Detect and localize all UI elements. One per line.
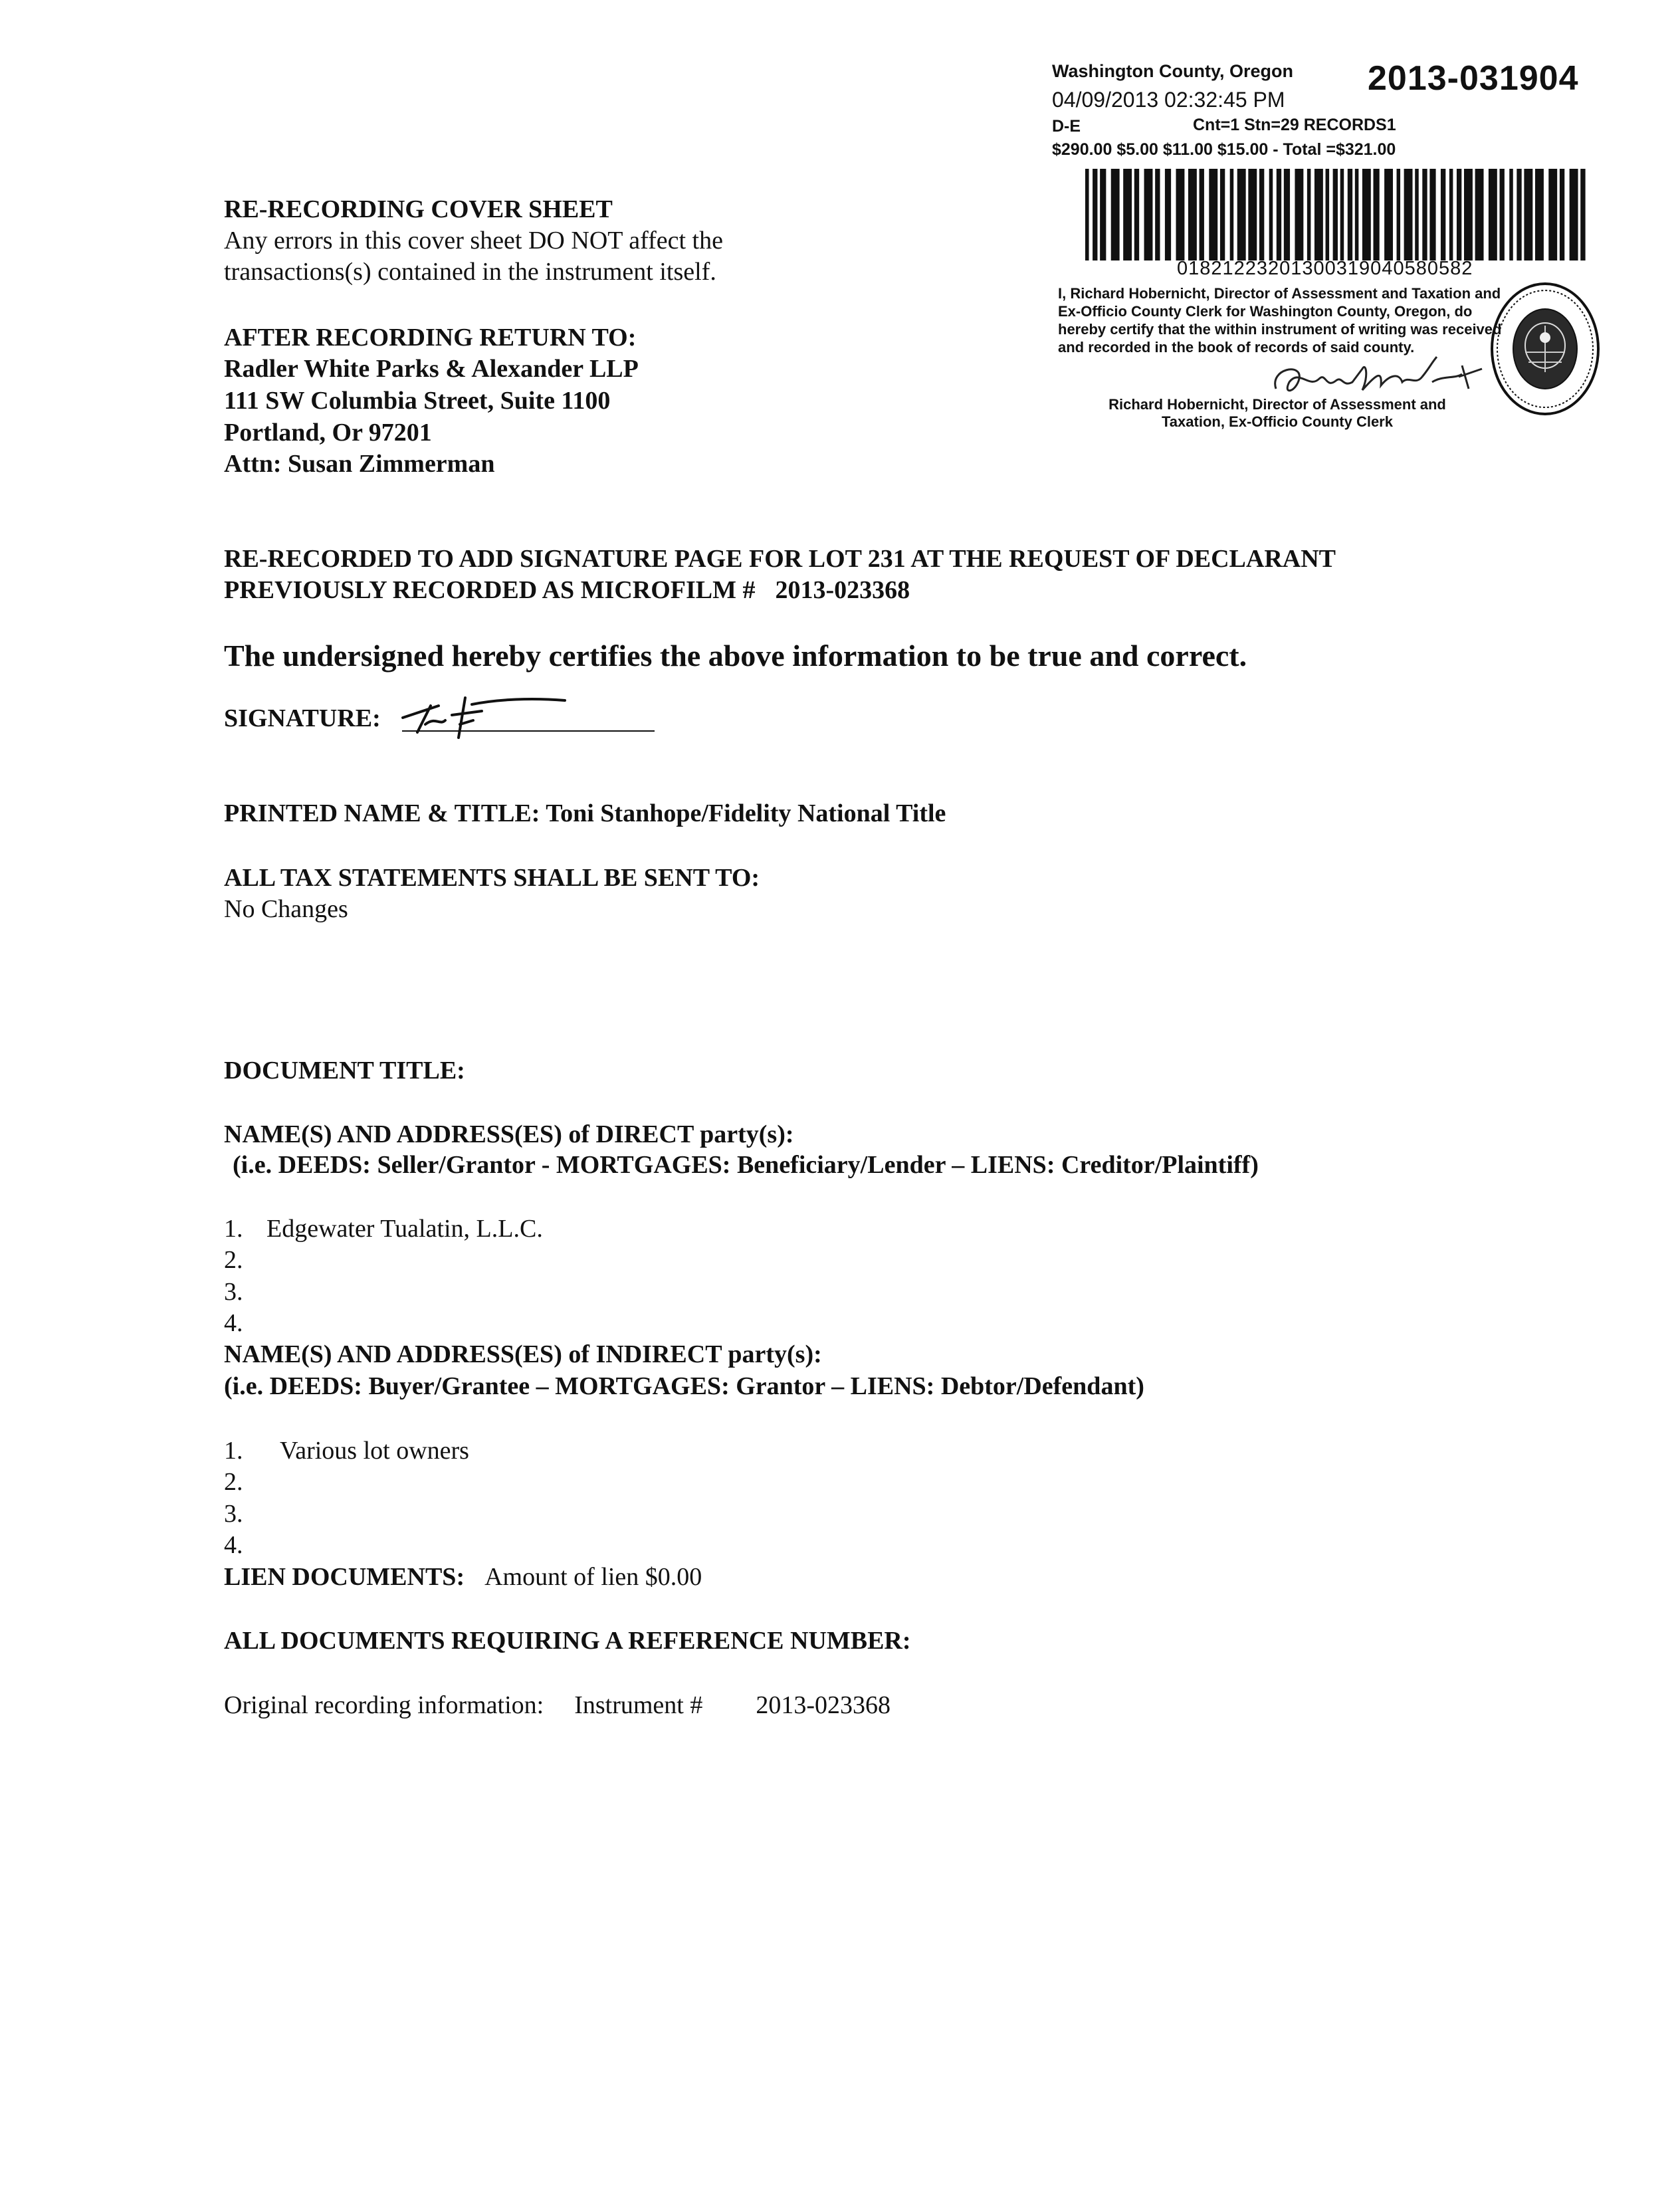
rerecorded-line1: RE-RECORDED TO ADD SIGNATURE PAGE FOR LOT 231 AT THE REQUEST OF DECLARANT	[224, 545, 1336, 573]
recording-counts: Cnt=1 Stn=29 RECORDS1	[1193, 116, 1396, 134]
tax-statements-value: No Changes	[224, 895, 348, 923]
printed-name-label: PRINTED NAME & TITLE:	[224, 799, 540, 827]
return-to-line1: Radler White Parks & Alexander LLP	[224, 355, 639, 383]
barcode	[1085, 169, 1590, 261]
direct-party-number: 1.	[224, 1215, 243, 1243]
direct-parties-note: (i.e. DEEDS: Seller/Grantor - MORTGAGES: Beneficiary/Lender – LIENS: Creditor/Plaintiff)	[233, 1151, 1259, 1179]
indirect-parties-heading: NAME(S) AND ADDRESS(ES) of INDIRECT party(s):	[224, 1340, 822, 1368]
rerecorded-number: 2013-023368	[775, 576, 910, 604]
indirect-party-number: 2.	[224, 1468, 243, 1496]
direct-party-item	[224, 1308, 266, 1338]
lien-label: LIEN DOCUMENTS:	[224, 1563, 465, 1591]
cover-heading: RE-RECORDING COVER SHEET	[224, 195, 613, 223]
indirect-party-name: Various lot owners	[280, 1437, 469, 1465]
cover-disclaimer-line1: Any errors in this cover sheet DO NOT affect the	[224, 227, 723, 255]
direct-party-item	[224, 1277, 266, 1307]
direct-party-name: Edgewater Tualatin, L.L.C.	[266, 1215, 543, 1243]
return-to-heading: AFTER RECORDING RETURN TO:	[224, 324, 637, 352]
clerk-name-title	[1078, 396, 1477, 431]
reference-instrument-number: 2013-023368	[756, 1691, 891, 1719]
indirect-party-item	[224, 1530, 266, 1560]
tax-statements-heading: ALL TAX STATEMENTS SHALL BE SENT TO:	[224, 864, 760, 892]
recording-county: Washington County, Oregon	[1052, 61, 1293, 81]
clerk-certification-text: I, Richard Hobernicht, Director of Assessment and Taxation and Ex-Officio County Clerk for Washington County, Oregon, do hereby certify that the within instrument of writing was received and recorded in the book of records of said county.	[1058, 285, 1502, 356]
indirect-party-item	[224, 1499, 266, 1529]
indirect-party-number: 4.	[224, 1531, 243, 1559]
barcode-digits: 01821223201300319040580582	[1177, 258, 1473, 279]
clerk-name-line2: Taxation, Ex-Officio County Clerk	[1162, 413, 1393, 430]
return-to-line3: Portland, Or 97201	[224, 419, 432, 447]
direct-party-number: 3.	[224, 1278, 243, 1306]
certify-statement: The undersigned hereby certifies the above information to be true and correct.	[224, 639, 1247, 673]
recording-datetime: 04/09/2013 02:32:45 PM	[1052, 88, 1285, 112]
direct-party-item	[224, 1245, 266, 1275]
clerk-name-line1: Richard Hobernicht, Director of Assessment and	[1108, 396, 1446, 413]
recording-document-number: 2013-031904	[1368, 59, 1579, 98]
county-seal-icon	[1489, 279, 1602, 419]
indirect-party-number: 3.	[224, 1500, 243, 1528]
printed-name-value: Toni Stanhope/Fidelity National Title	[546, 799, 946, 827]
recording-code: D-E	[1052, 117, 1081, 136]
indirect-party-item	[224, 1467, 266, 1497]
document-title-label: DOCUMENT TITLE:	[224, 1057, 465, 1085]
reference-row	[224, 1690, 891, 1720]
cover-disclaimer-line2: transactions(s) contained in the instrument itself.	[224, 258, 716, 286]
direct-party-item	[224, 1213, 543, 1244]
return-to-line4: Attn: Susan Zimmerman	[224, 450, 495, 478]
reference-heading: ALL DOCUMENTS REQUIRING A REFERENCE NUMBER:	[224, 1627, 911, 1655]
return-to-line2: 111 SW Columbia Street, Suite 1100	[224, 387, 611, 415]
direct-party-number: 2.	[224, 1246, 243, 1274]
signature	[399, 691, 572, 744]
recording-fees: $290.00 $5.00 $11.00 $15.00 - Total =$321.00	[1052, 140, 1396, 159]
indirect-party-item	[224, 1435, 469, 1466]
rerecorded-line2	[224, 575, 910, 605]
reference-instrument-label: Instrument #	[574, 1691, 703, 1719]
rerecorded-label: PREVIOUSLY RECORDED AS MICROFILM #	[224, 576, 756, 604]
direct-parties-heading: NAME(S) AND ADDRESS(ES) of DIRECT party(s):	[224, 1120, 794, 1148]
lien-value: Amount of lien $0.00	[484, 1563, 702, 1591]
reference-label: Original recording information:	[224, 1691, 544, 1719]
indirect-parties-note: (i.e. DEEDS: Buyer/Grantee – MORTGAGES: Grantor – LIENS: Debtor/Defendant)	[224, 1372, 1144, 1400]
printed-name-row	[224, 798, 946, 829]
indirect-party-number: 1.	[224, 1437, 243, 1465]
signature-label: SIGNATURE:	[224, 704, 381, 732]
direct-party-number: 4.	[224, 1309, 243, 1337]
lien-row	[224, 1562, 702, 1592]
